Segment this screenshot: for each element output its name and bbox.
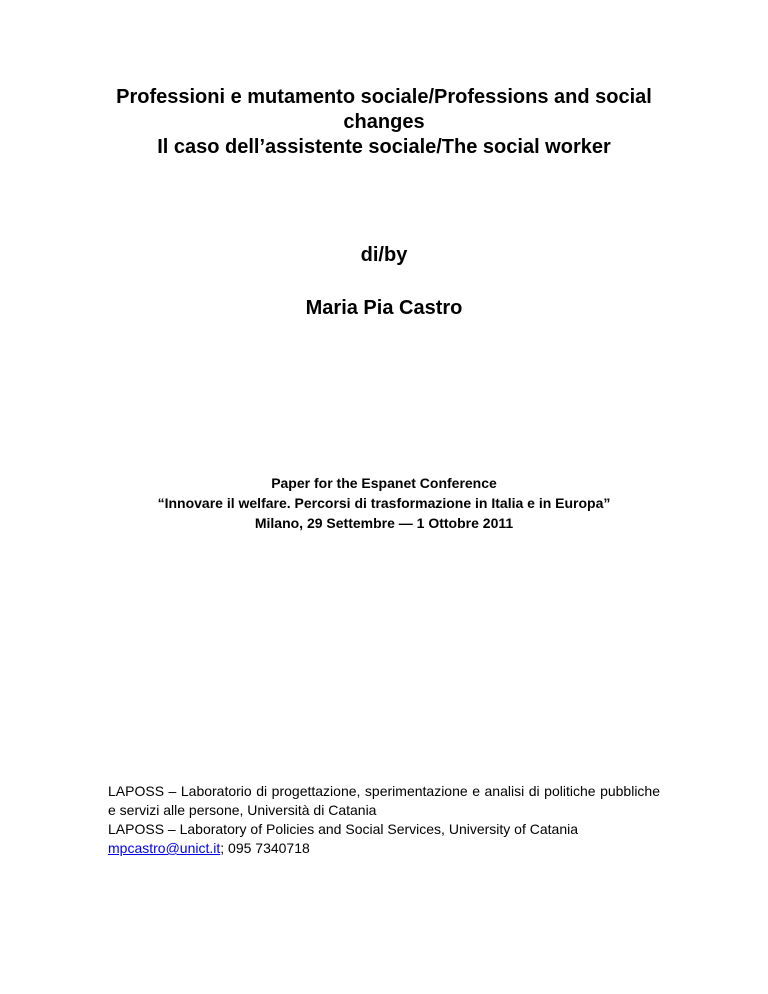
- document-title: [100, 85, 668, 160]
- affiliation-block: [108, 782, 660, 858]
- affiliation-english: LAPOSS – Laboratory of Policies and Social Services, University of Catania: [108, 821, 579, 837]
- phone-number: ; 095 7340718: [220, 840, 310, 856]
- by-label: di/by: [360, 244, 408, 266]
- title-line-1: Professioni e mutamento sociale/Professions and social: [116, 86, 652, 108]
- conference-line-2: “Innovare il welfare. Percorsi di trasformazione in Italia e in Europa”: [157, 495, 611, 511]
- title-line-2: changes: [343, 111, 425, 133]
- conference-line-3: Milano, 29 Settembre — 1 Ottobre 2011: [254, 515, 514, 531]
- conference-line-1: Paper for the Espanet Conference: [271, 475, 497, 491]
- contact-line: [108, 839, 660, 858]
- affiliation-italian: LAPOSS – Laboratorio di progettazione, sperimentazione e analisi di politiche pubbliche e servizi alle persone, Università di Catania: [108, 783, 660, 818]
- email-link[interactable]: mpcastro@unict.it: [108, 840, 221, 856]
- author-name: Maria Pia Castro: [305, 297, 463, 319]
- title-line-3: Il caso dell’assistente sociale/The social worker: [157, 136, 611, 158]
- conference-info: [100, 473, 668, 533]
